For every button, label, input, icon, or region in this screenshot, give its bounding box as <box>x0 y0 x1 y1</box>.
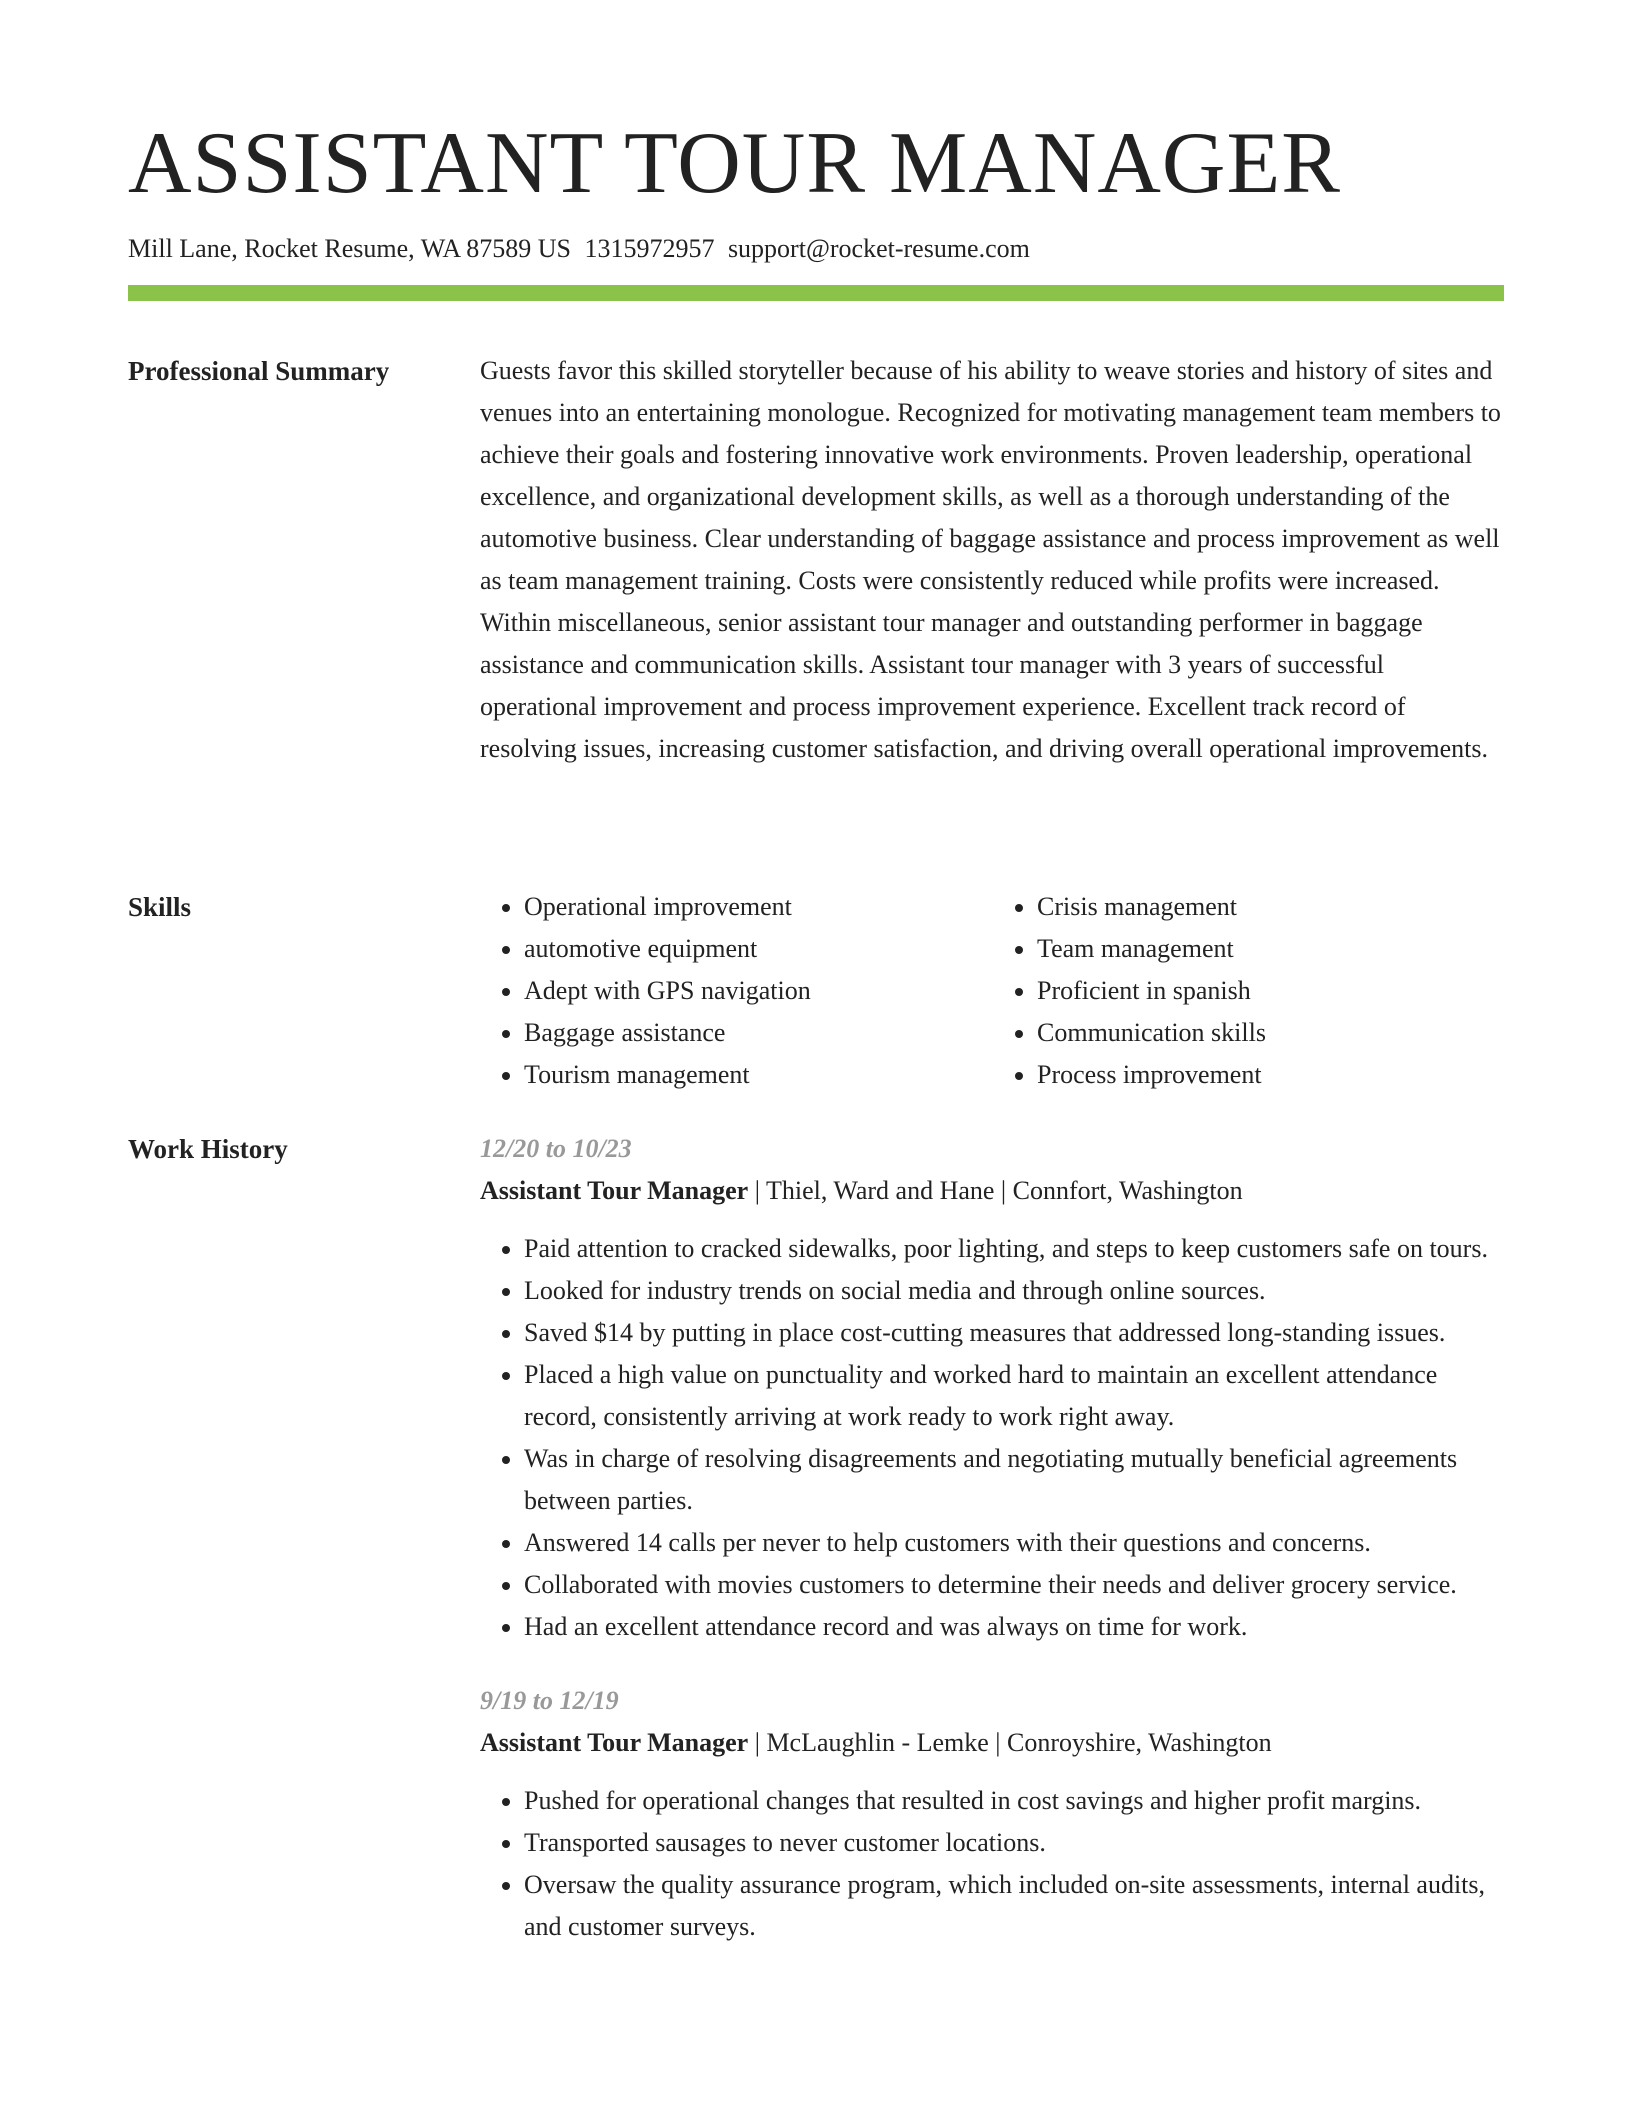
contact-phone: 1315972957 <box>584 234 715 263</box>
section-label-summary: Professional Summary <box>128 356 390 386</box>
contact-address: Mill Lane, Rocket Resume, WA 87589 US <box>128 234 571 263</box>
job-bullet: • Answered 14 calls per never to help customers with their questions and concerns. <box>524 1522 1506 1564</box>
work-history-body <box>480 1128 1506 1948</box>
skill-item: • Process improvement <box>1037 1054 1506 1096</box>
job-bullet: • Transported sausages to never customer locations. <box>524 1822 1506 1864</box>
contact-email: support@rocket-resume.com <box>727 234 1030 263</box>
job-details: | McLaughlin - Lemke | Conroyshire, Washington <box>748 1728 1272 1757</box>
skills-body <box>480 886 1506 1096</box>
section-label-skills: Skills <box>128 892 192 922</box>
job-heading <box>480 1170 1506 1212</box>
job-bullet: • Pushed for operational changes that resulted in cost savings and higher profit margins. <box>524 1780 1506 1822</box>
summary-text: Guests favor this skilled storyteller because of his ability to weave stories and history of sites and venues into an entertaining monologue. Recognized for motivating management team members to achieve their goals and fostering innovative work environments. Proven leadership, operational excellence, and organizational development skills, as well as a thorough understanding of the automotive business. Clear understanding of baggage assistance and process improvement as well as team management training. Costs were consistently reduced while profits were increased. Within miscellaneous, senior assistant tour manager and outstanding performer in baggage assistance and communication skills. Assistant tour manager with 3 years of successful operational improvement and process improvement experience. Excellent track record of resolving issues, increasing customer satisfaction, and driving overall operational improvements. <box>480 356 1501 763</box>
skill-item: • Tourism management <box>524 1054 993 1096</box>
job-bullet: • Had an excellent attendance record and was always on time for work. <box>524 1606 1506 1648</box>
job-title: Assistant Tour Manager <box>480 1728 749 1757</box>
job-entry <box>480 1680 1506 1948</box>
job-bullet: • Oversaw the quality assurance program, which included on-site assessments, internal audits, and customer surveys. <box>524 1864 1506 1948</box>
job-bullet-list <box>480 1780 1506 1948</box>
skill-item: • automotive equipment <box>524 928 993 970</box>
skill-item: • Team management <box>1037 928 1506 970</box>
skill-item: • Proficient in spanish <box>1037 970 1506 1012</box>
skill-item: • Adept with GPS navigation <box>524 970 993 1012</box>
job-bullet: • Collaborated with movies customers to determine their needs and deliver grocery service. <box>524 1564 1506 1606</box>
job-bullet: • Was in charge of resolving disagreements and negotiating mutually beneficial agreements between parties. <box>524 1438 1506 1522</box>
skill-item: • Operational improvement <box>524 886 993 928</box>
job-bullet: • Saved $14 by putting in place cost-cutting measures that addressed long-standing issues. <box>524 1312 1506 1354</box>
job-bullet-list <box>480 1228 1506 1648</box>
job-bullet: • Looked for industry trends on social media and through online sources. <box>524 1270 1506 1312</box>
skill-item: • Crisis management <box>1037 886 1506 928</box>
skill-item: • Communication skills <box>1037 1012 1506 1054</box>
summary-body <box>480 350 1506 770</box>
skill-item: • Baggage assistance <box>524 1012 993 1054</box>
job-dates: 12/20 to 10/23 <box>480 1134 632 1163</box>
job-bullet: • Paid attention to cracked sidewalks, poor lighting, and steps to keep customers safe on tours. <box>524 1228 1506 1270</box>
header-divider <box>128 285 1504 301</box>
job-bullet: • Placed a high value on punctuality and worked hard to maintain an excellent attendance record, consistently arriving at work ready to work right away. <box>524 1354 1506 1438</box>
skills-column-right <box>993 886 1506 1096</box>
job-title: Assistant Tour Manager <box>480 1176 749 1205</box>
resume-title: ASSISTANT TOUR MANAGER <box>128 115 1341 212</box>
job-details: | Thiel, Ward and Hane | Connfort, Washington <box>748 1176 1243 1205</box>
skills-column-left <box>480 886 993 1096</box>
contact-line <box>128 232 1030 266</box>
job-heading <box>480 1722 1506 1764</box>
section-label-work-history: Work History <box>128 1134 288 1164</box>
job-dates: 9/19 to 12/19 <box>480 1686 619 1715</box>
job-entry <box>480 1128 1506 1648</box>
